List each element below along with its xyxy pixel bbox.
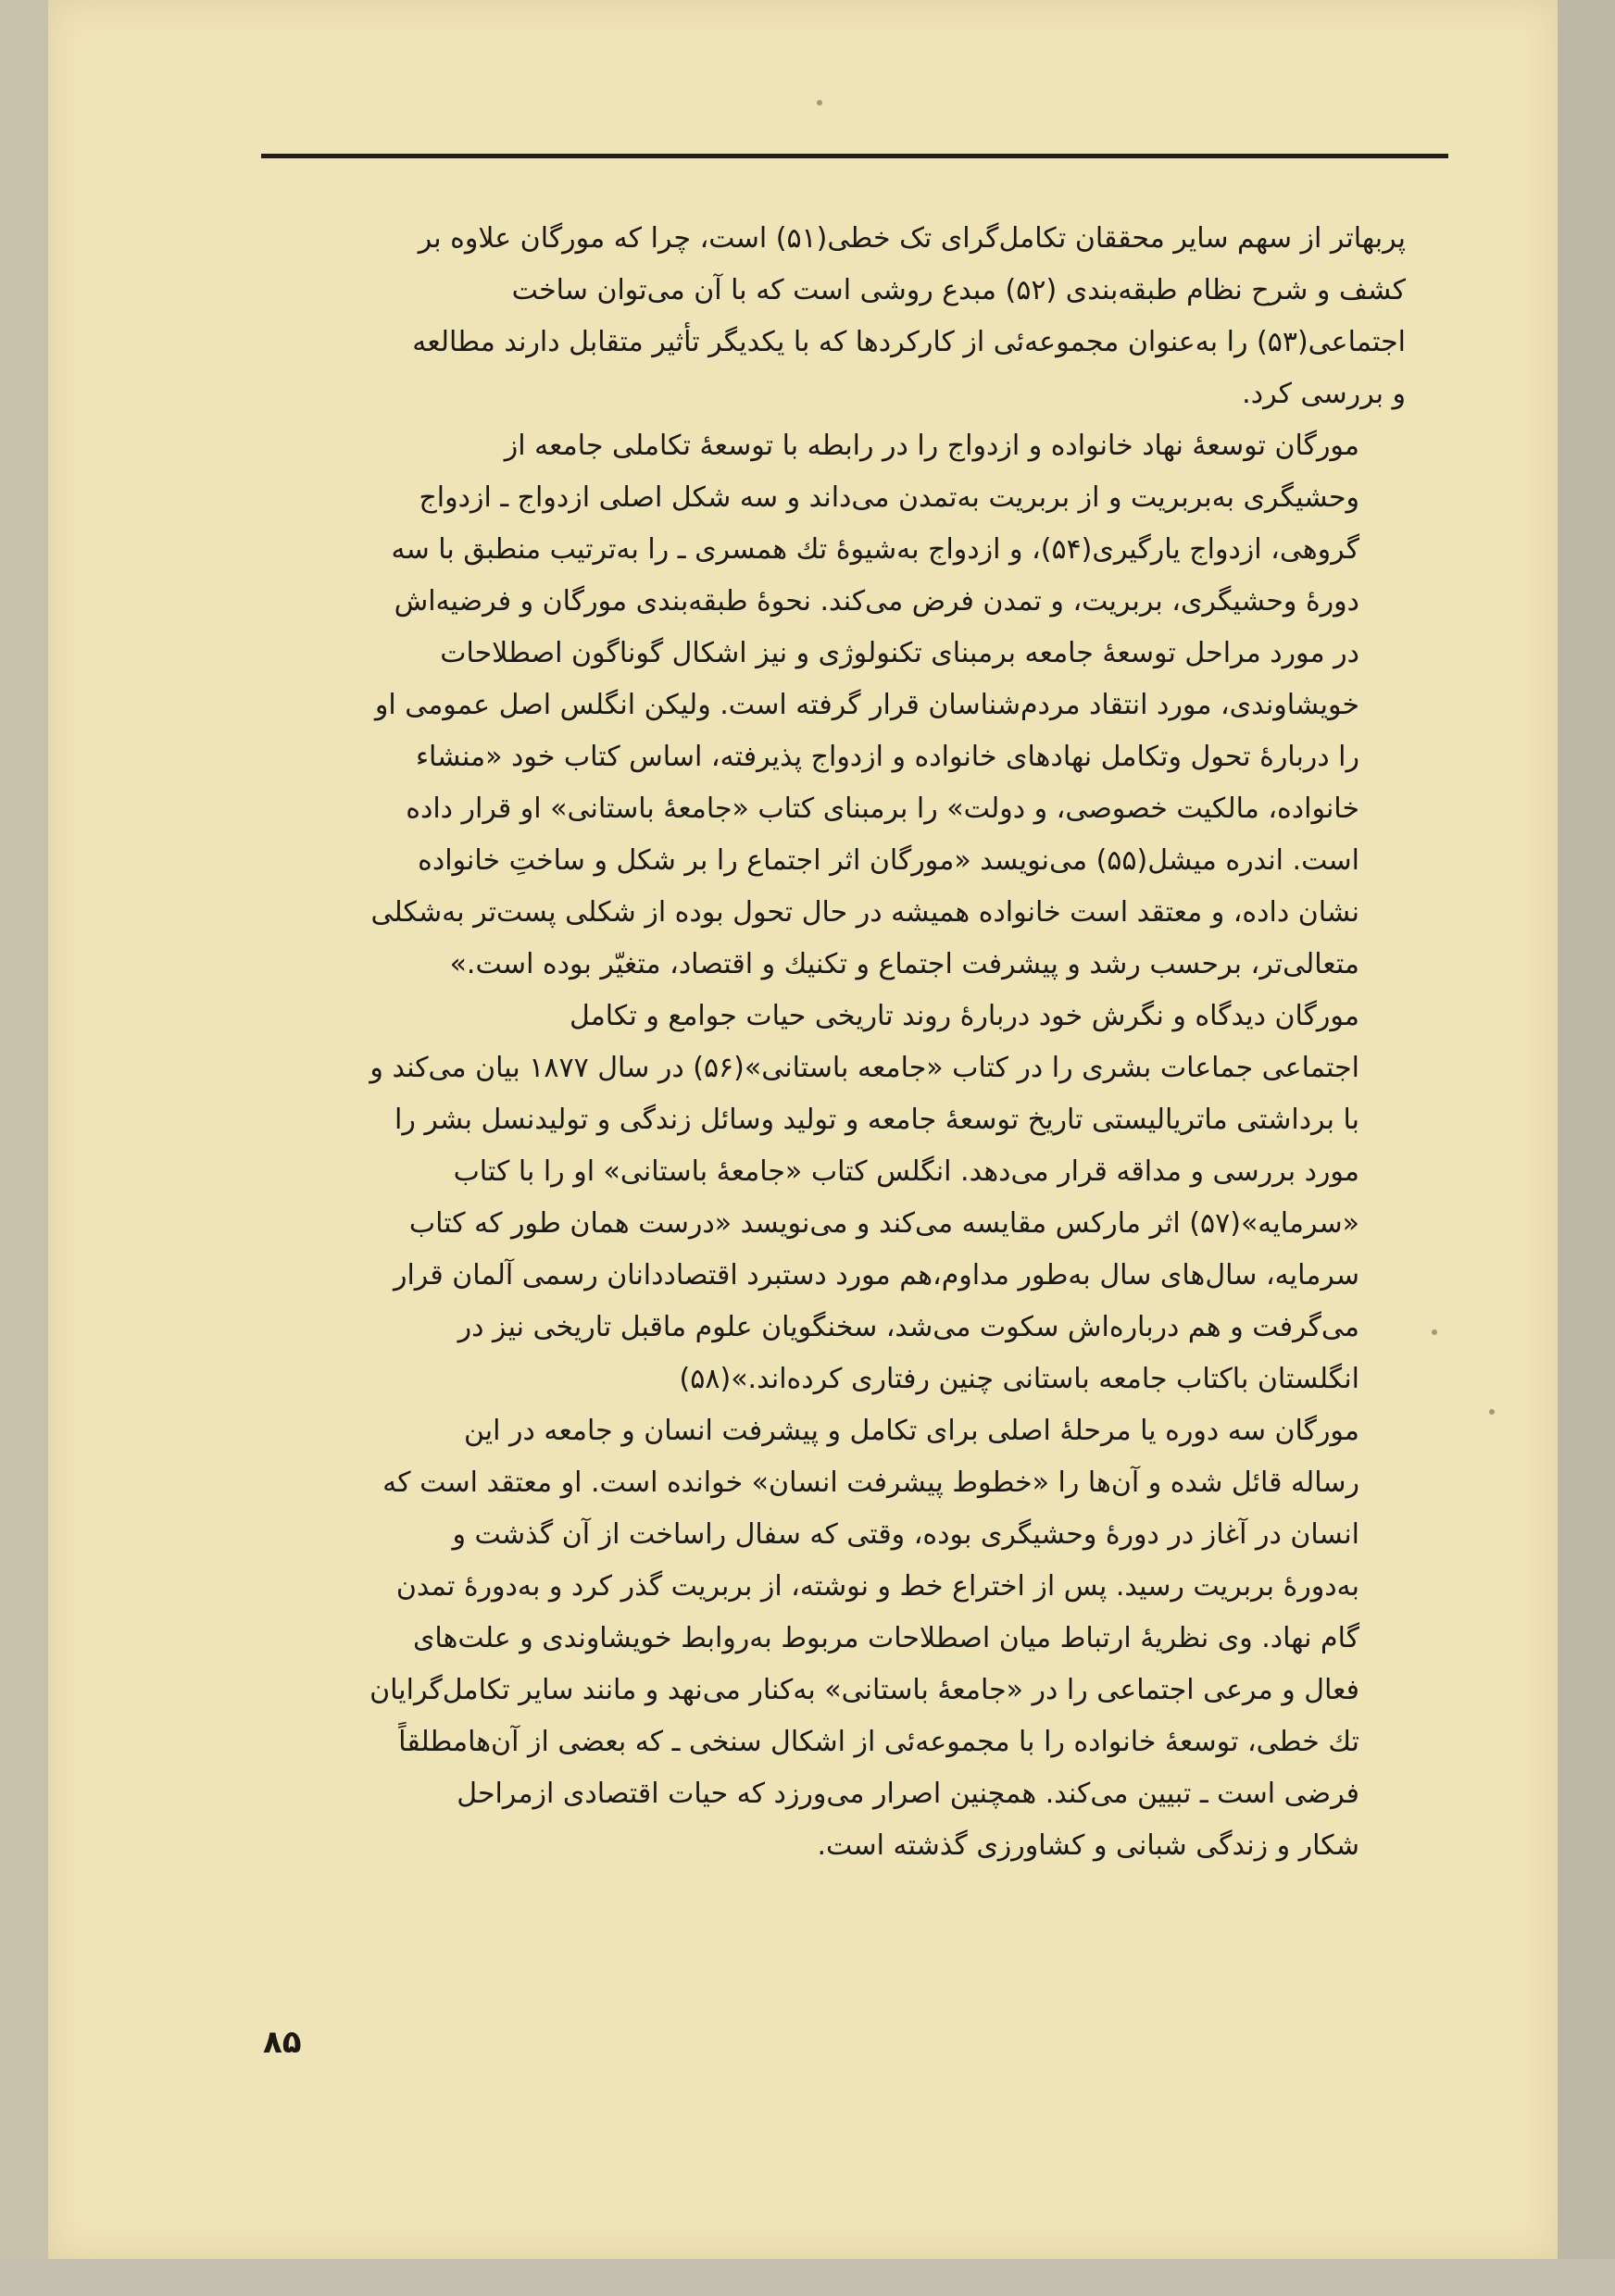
text-line: به‌دورهٔ بربریت رسید. پس از اختراع خط و نوشته، از بربریت گذر کرد و به‌دورهٔ تمدن [395, 1570, 1359, 1603]
text-line: تك خطی، توسعهٔ خانواده را با مجموعه‌ئی از اشکال سنخی ـ که بعضی از آن‌هامطلقاً [398, 1726, 1359, 1758]
text-line: مورد بررسی و مداقه قرار می‌دهد. انگلس کتاب «جامعهٔ باستانی» او را با کتاب [453, 1155, 1359, 1188]
text-line: شکار و زندگی شبانی و کشاورزی گذشته است. [817, 1829, 1359, 1862]
header-rule [261, 154, 1448, 158]
text-line: خویشاوندی، مورد انتقاد مردم‌شناسان قرار گرفته است. ولیکن انگلس اصل عمومی او [374, 689, 1359, 721]
page-number: ۸۵ [263, 2024, 302, 2061]
text-line: انگلستان باکتاب جامعه باستانی چنین رفتاری کرده‌اند.»(۵۸) [679, 1363, 1359, 1395]
text-line: مورگان دیدگاه و نگرش خود دربارهٔ روند تاریخی حیات جوامع و تکامل [569, 1000, 1359, 1032]
body-text [294, 213, 1406, 1872]
text-line: مورگان توسعهٔ نهاد خانواده و ازدواج را در رابطه با توسعهٔ تکاملی جامعه از [504, 430, 1359, 462]
text-line: اجتماعی(۵۳) را به‌عنوان مجموعه‌ئی از کارکردها که با یکدیگر تأثیر متقابل دارند مطالعه [412, 326, 1406, 358]
text-line: در مورد مراحل توسعهٔ جامعه برمبنای تکنولوژی و نیز اشکال گوناگون اصطلاحات [440, 637, 1359, 669]
scanner-margin-right [1558, 0, 1615, 2296]
text-line: است. اندره میشل(۵۵) می‌نویسد «مورگان اثر اجتماع را بر شکل و ساختِ خانواده [418, 844, 1359, 877]
paragraph [294, 991, 1406, 1405]
text-line: مورگان سه دوره یا مرحلهٔ اصلی برای تکامل و پیشرفت انسان و جامعه در این [463, 1415, 1359, 1447]
text-line: گام نهاد. وی نظریهٔ ارتباط میان اصطلاحات مربوط به‌روابط خویشاوندی و علت‌های [412, 1622, 1359, 1654]
text-line: وحشیگری به‌بربریت و از بربریت به‌تمدن می‌داند و سه شکل اصلی ازدواج ـ ازدواج [419, 481, 1359, 514]
text-line: پربهاتر از سهم سایر محققان تکامل‌گرای تک خطی(۵۱) است، چرا که مورگان علاوه بر [418, 222, 1406, 255]
text-line: با برداشتی ماتریالیستی تاریخ توسعهٔ جامعه و تولید وسائل زندگی و تولیدنسل بشر را [394, 1104, 1359, 1136]
text-line: می‌گرفت و هم درباره‌اش سکوت می‌شد، سخنگویان علوم ماقبل تاریخی نیز در [457, 1311, 1359, 1343]
text-line: فرضی است ـ تبیین می‌کند. همچنین اصرار می‌ورزد که حیات اقتصادی ازمراحل [457, 1778, 1359, 1810]
text-line: اجتماعی جماعات بشری را در کتاب «جامعه باستانی»(۵۶) در سال ۱۸۷۷ بیان می‌کند و [369, 1052, 1359, 1084]
paragraph [294, 1405, 1406, 1872]
text-line: «سرمایه»(۵۷) اثر مارکس مقایسه می‌کند و می‌نویسد «درست همان طور که کتاب [408, 1207, 1359, 1240]
paper-speck [1489, 1409, 1495, 1415]
paragraph [294, 420, 1406, 991]
text-line: کشف و شرح نظام طبقه‌بندی (۵۲) مبدع روشی است که با آن می‌توان ساخت [511, 274, 1406, 306]
text-line: سرمایه، سال‌های سال به‌طور مداوم،هم مورد دستبرد اقتصاددانان رسمی آلمان قرار [393, 1259, 1359, 1292]
text-line: رساله قائل شده و آن‌ها را «خطوط پیشرفت انسان» خوانده است. او معتقد است که [382, 1466, 1359, 1499]
paper-speck [817, 100, 822, 106]
text-line: را دربارهٔ تحول وتکامل نهادهای خانواده و ازدواج پذیرفته، اساس کتاب خود «منشاء [415, 741, 1359, 773]
paragraph [294, 213, 1406, 420]
text-line: و بررسی کرد. [1242, 378, 1406, 410]
scanner-margin-bottom [0, 2259, 1615, 2296]
text-line: دورهٔ وحشیگری، بربریت، و تمدن فرض می‌کند. نحوهٔ طبقه‌بندی مورگان و فرضیه‌اش [394, 585, 1359, 618]
text-line: خانواده، مالکیت خصوصی، و دولت» را برمبنای کتاب «جامعهٔ باستانی» او قرار داده [406, 792, 1359, 825]
text-line: گروهی، ازدواج یارگیری(۵۴)، و ازدواج به‌شیوهٔ تك همسری ـ را به‌ترتیب منطبق با سه [391, 533, 1359, 566]
text-line: متعالی‌تر، برحسب رشد و پیشرفت اجتماع و تکنیك و اقتصاد، متغیّر بوده است.» [449, 948, 1359, 980]
text-line: فعال و مرعی اجتماعی را در «جامعهٔ باستانی» به‌کنار می‌نهد و مانند سایر تکامل‌گرایان [369, 1674, 1359, 1706]
text-line: نشان داده، و معتقد است خانواده همیشه در حال تحول بوده از شکلی پست‌تر به‌شکلی [370, 896, 1359, 929]
paper-speck [1432, 1329, 1437, 1335]
text-line: انسان در آغاز در دورهٔ وحشیگری بوده، وقتی که سفال راساخت از آن گذشت و [452, 1518, 1359, 1551]
